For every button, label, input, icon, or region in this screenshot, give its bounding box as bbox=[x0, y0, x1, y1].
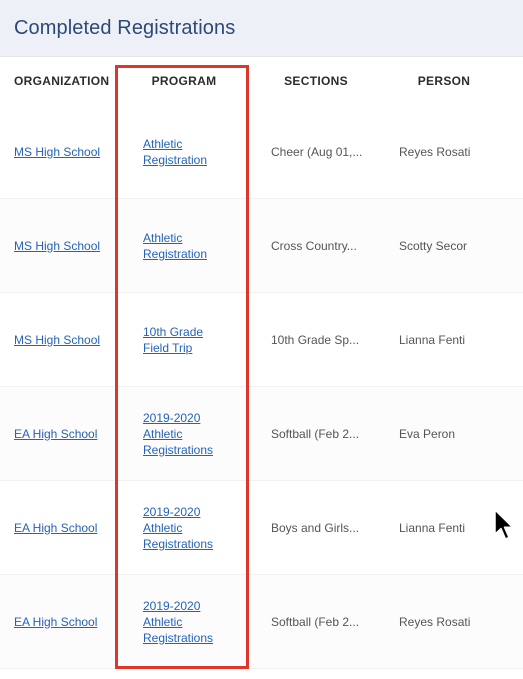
sections-cell: Cross Country... bbox=[271, 238, 357, 253]
table-row bbox=[0, 293, 523, 387]
column-header-sections[interactable]: SECTIONS bbox=[284, 74, 348, 88]
sections-cell: Softball (Feb 2... bbox=[271, 614, 360, 629]
sections-cell: Boys and Girls... bbox=[271, 520, 360, 535]
program-link[interactable]: 2019-2020 Athletic Registrations bbox=[143, 504, 214, 551]
table-header-row bbox=[0, 57, 523, 105]
person-cell: Reyes Rosati bbox=[399, 614, 471, 629]
program-link[interactable]: 10th Grade Field Trip bbox=[143, 324, 204, 355]
column-header-organization[interactable]: ORGANIZATION bbox=[14, 74, 110, 88]
page-header bbox=[0, 0, 523, 57]
organization-link[interactable]: MS High School bbox=[14, 332, 101, 347]
program-link[interactable]: 2019-2020 Athletic Registrations bbox=[143, 410, 214, 457]
sections-cell: 10th Grade Sp... bbox=[271, 332, 360, 347]
table-row bbox=[0, 575, 523, 669]
organization-link[interactable]: MS High School bbox=[14, 238, 101, 253]
organization-link[interactable]: EA High School bbox=[14, 520, 98, 535]
organization-link[interactable]: MS High School bbox=[14, 144, 101, 159]
table-row bbox=[0, 387, 523, 481]
sections-cell: Softball (Feb 2... bbox=[271, 426, 360, 441]
organization-link[interactable]: EA High School bbox=[14, 614, 98, 629]
program-link[interactable]: 2019-2020 Athletic Registrations bbox=[143, 598, 214, 645]
column-header-person[interactable]: PERSON bbox=[417, 74, 471, 88]
registrations-table-body bbox=[0, 105, 523, 669]
program-link[interactable]: Athletic Registration bbox=[143, 230, 208, 261]
person-cell: Lianna Fenti bbox=[399, 332, 466, 347]
program-link[interactable]: Athletic Registration bbox=[143, 136, 208, 167]
person-cell: Scotty Secor bbox=[399, 238, 468, 253]
page-title: Completed Registrations bbox=[14, 16, 236, 39]
person-cell: Eva Peron bbox=[399, 426, 456, 441]
person-cell: Lianna Fenti bbox=[399, 520, 466, 535]
column-header-program[interactable]: PROGRAM bbox=[151, 74, 217, 88]
organization-link[interactable]: EA High School bbox=[14, 426, 98, 441]
table-row bbox=[0, 481, 523, 575]
table-row bbox=[0, 199, 523, 293]
table-row bbox=[0, 105, 523, 199]
person-cell: Reyes Rosati bbox=[399, 144, 471, 159]
sections-cell: Cheer (Aug 01,... bbox=[271, 144, 363, 159]
